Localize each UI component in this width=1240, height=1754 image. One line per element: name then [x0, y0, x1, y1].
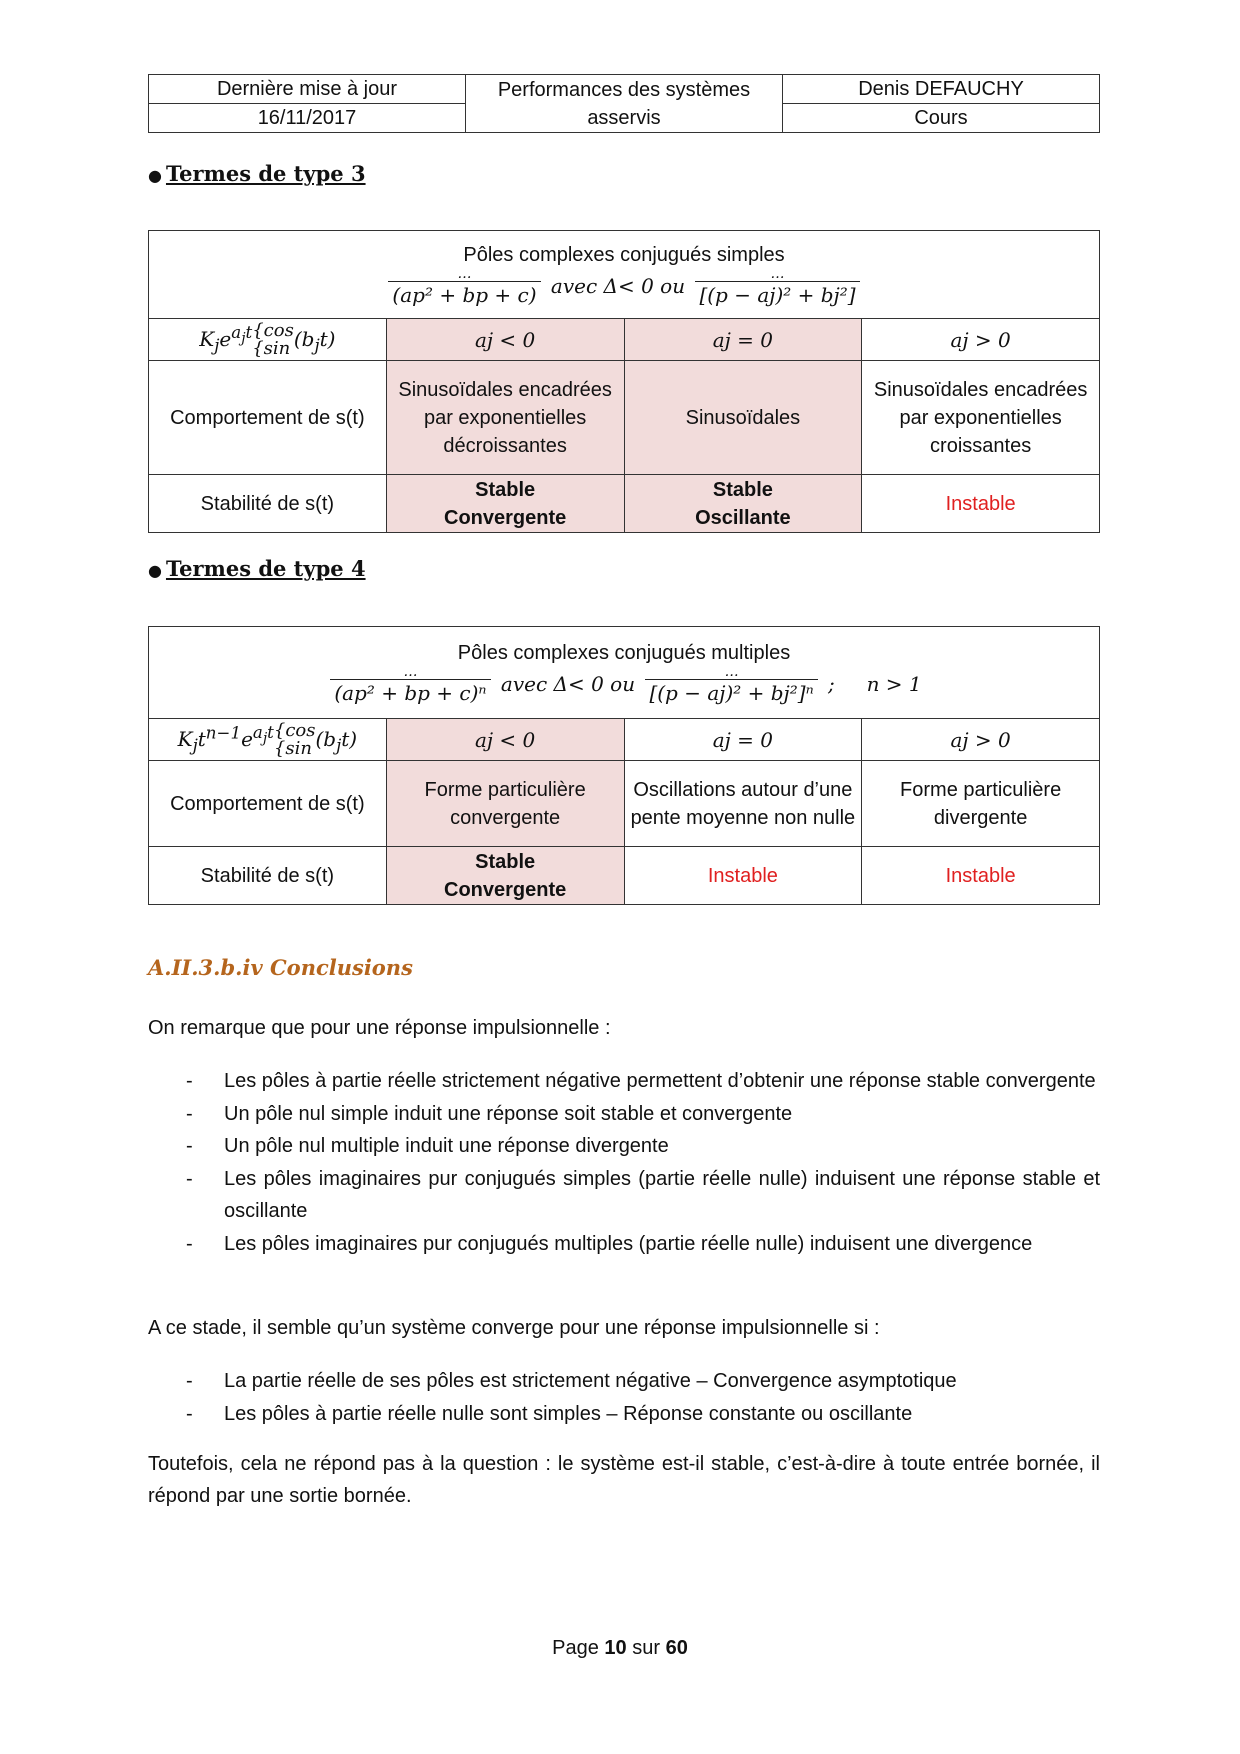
- type4-title: Pôles complexes conjugués multiples: [457, 642, 791, 664]
- list-item: - Les pôles à partie réelle strictement négative permettent d’obtenir une réponse stable convergente: [186, 1070, 1096, 1092]
- type4-stability-positive: Instable: [862, 847, 1100, 905]
- header-author: Denis DEFAUCHY: [783, 75, 1100, 104]
- type3-stability-zero: Stable Oscillante: [624, 475, 862, 533]
- header-document-title: Performances des systèmes asservis: [466, 75, 783, 133]
- type3-cond-negative: aj < 0: [386, 319, 624, 361]
- header-date: 16/11/2017: [149, 104, 466, 133]
- type4-behavior-label: Comportement de s(t): [149, 761, 387, 847]
- header-table: [148, 74, 1100, 133]
- type4-behavior-negative: Forme particulière convergente: [386, 761, 624, 847]
- type4-behavior-zero: Oscillations autour d’une pente moyenne non nulle: [624, 761, 862, 847]
- bullet-icon: ●: [148, 561, 162, 580]
- type3-title: Pôles complexes conjugués simples: [463, 244, 785, 266]
- list-item: - Un pôle nul simple induit une réponse soit stable et convergente: [186, 1102, 793, 1125]
- type3-cond-zero: aj = 0: [624, 319, 862, 361]
- conclusions-list: [148, 1065, 1100, 1260]
- section-title: A.II.3.b.iv Conclusions: [148, 955, 413, 980]
- type3-behavior-negative: Sinusoïdales encadrées par exponentielles décroissantes: [386, 361, 624, 475]
- page-number: 10: [604, 1637, 627, 1659]
- type4-term-cell: [149, 719, 387, 761]
- type4-table: [148, 626, 1100, 905]
- conclusions-list-2: [148, 1365, 1100, 1430]
- type4-heading: ● Termes de type 4: [148, 556, 366, 581]
- type3-behavior-positive: Sinusoïdales encadrées par exponentielles croissantes: [862, 361, 1100, 475]
- header-last-update-label: Dernière mise à jour: [149, 75, 466, 104]
- conclusions-intro-2: A ce stade, il semble qu’un système converge pour une réponse impulsionnelle si :: [148, 1317, 880, 1339]
- list-item: - Les pôles imaginaires pur conjugués simples (partie réelle nulle) induisent une réponse stable et oscillante: [186, 1167, 1100, 1222]
- type3-stability-negative: Stable Convergente: [386, 475, 624, 533]
- type4-cond-zero: aj = 0: [624, 719, 862, 761]
- type3-behavior-label: Comportement de s(t): [149, 361, 387, 475]
- list-item: - La partie réelle de ses pôles est strictement négative – Convergence asymptotique: [186, 1370, 957, 1392]
- type3-table: [148, 230, 1100, 533]
- type3-term-formula: $K_je^{a_jt}\{\cos$ {sin $(b_jt)$: [199, 320, 336, 360]
- list-item: - Un pôle nul multiple induit une réponse divergente: [186, 1135, 669, 1157]
- header-doc-type: Cours: [783, 104, 1100, 133]
- type3-stability-positive: Instable: [862, 475, 1100, 533]
- type3-stability-label: Stabilité de s(t): [149, 475, 387, 533]
- conclusions-intro: On remarque que pour une réponse impulsionnelle :: [148, 1017, 611, 1039]
- type3-title-cell: [149, 231, 1100, 319]
- type4-term-formula: $K_jt^{n-1}e^{a_jt}\{\cos$ {sin $(b_jt)$: [177, 720, 358, 760]
- type4-cond-positive: aj > 0: [862, 719, 1100, 761]
- page-footer: Page 10 sur 60: [552, 1637, 688, 1659]
- type4-behavior-positive: Forme particulière divergente: [862, 761, 1100, 847]
- list-item: - Les pôles à partie réelle nulle sont simples – Réponse constante ou oscillante: [186, 1402, 913, 1425]
- list-item: - Les pôles imaginaires pur conjugués multiples (partie réelle nulle) induisent une divergence: [186, 1232, 1033, 1255]
- type4-stability-label: Stabilité de s(t): [149, 847, 387, 905]
- page-total: 60: [665, 1637, 688, 1659]
- type4-title-cell: [149, 627, 1100, 719]
- conclusions-closing: Toutefois, cela ne répond pas à la question : le système est-il stable, c’est-à-dire à toute entrée bornée, il répond par une sortie bornée.: [148, 1453, 1100, 1507]
- type3-heading: ● Termes de type 3: [148, 161, 366, 186]
- type3-formula: $\frac{\dots}{\text{(ap² + bp + c)}}$ avec Δ< 0 ou $\frac{\dots}{\text{[(p − aj)² + bj²]}}$: [149, 267, 1099, 308]
- type3-behavior-zero: Sinusoïdales: [624, 361, 862, 475]
- type3-term-cell: [149, 319, 387, 361]
- type4-cond-negative: aj < 0: [386, 719, 624, 761]
- type4-stability-negative: Stable Convergente: [386, 847, 624, 905]
- type4-stability-zero: Instable: [624, 847, 862, 905]
- type4-formula: $\frac{\dots}{\text{(ap² + bp + c)ⁿ}}$ avec Δ< 0 ou $\frac{\dots}{\text{[(p − aj)² + bj²]ⁿ}}$ ; n > 1: [149, 665, 1099, 706]
- bullet-icon: ●: [148, 166, 162, 185]
- type3-cond-positive: aj > 0: [862, 319, 1100, 361]
